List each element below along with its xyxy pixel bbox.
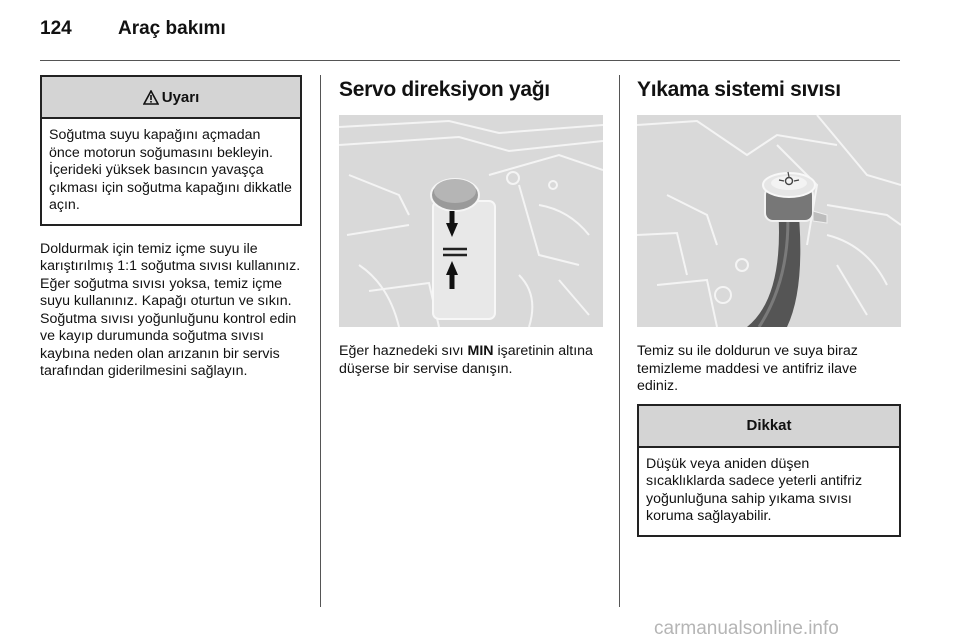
warning-box-header bbox=[42, 77, 300, 119]
section-heading-power-steering: Servo direksiyon yağı bbox=[339, 78, 550, 101]
section-heading-washer-fluid: Yıkama sistemi sıvısı bbox=[637, 78, 841, 101]
watermark: carmanualsonline.info bbox=[654, 618, 839, 639]
power-steering-text-before: Eğer haznedeki sıvı bbox=[339, 343, 468, 359]
washer-fluid-paragraph: Temiz su ile doldurun ve suya biraz temizleme maddesi ve antifriz ilave ediniz. bbox=[637, 343, 858, 394]
coolant-paragraph: Doldurmak için temiz içme suyu ile karıştırılmış 1:1 soğutma sıvısı kullanınız. Eğer soğutma sıvısı yoksa, temiz içme suyu kullanınız. Kapağı oturtun ve sıkın. Soğutma sıvısı yoğunluğunu kontrol edin ve kayıp durumunda soğutma sıvısı kaybına neden olan arızanın bir servis tarafından giderilmesini sağlayın. bbox=[40, 240, 301, 379]
page-title: Araç bakımı bbox=[118, 18, 226, 39]
notice-box bbox=[637, 404, 901, 537]
min-keyword: MIN bbox=[467, 343, 494, 359]
warning-box-text: Soğutma suyu kapağını açmadan önce motorun soğumasını bekleyin. İçerideki yüksek basıncın yavaşça çıkması için soğutma kapağını dikkatle açın. bbox=[49, 127, 292, 213]
warning-triangle-icon bbox=[143, 90, 159, 105]
page-number: 124 bbox=[40, 18, 72, 39]
column-middle bbox=[339, 75, 603, 378]
notice-box-text: Düşük veya aniden düşen sıcaklıklarda sadece yeterli antifriz yoğunluğuna sahip yıkama sıvısı koruma sağlayabilir. bbox=[646, 455, 863, 524]
washer-fluid-reservoir-illustration bbox=[637, 115, 901, 327]
column-divider-1 bbox=[320, 75, 321, 607]
header-rule bbox=[40, 60, 900, 61]
warning-box-title: Uyarı bbox=[161, 88, 200, 106]
warning-box bbox=[40, 75, 302, 226]
power-steering-paragraph bbox=[339, 343, 603, 378]
power-steering-reservoir-illustration bbox=[339, 115, 603, 327]
column-right bbox=[637, 75, 901, 537]
notice-box-title: Dikkat bbox=[746, 417, 792, 434]
notice-box-header bbox=[639, 406, 899, 448]
power-steering-text-after: işaretinin altına düşerse bir servise danışın. bbox=[339, 343, 593, 377]
column-divider-2 bbox=[619, 75, 620, 607]
column-left bbox=[40, 75, 302, 381]
